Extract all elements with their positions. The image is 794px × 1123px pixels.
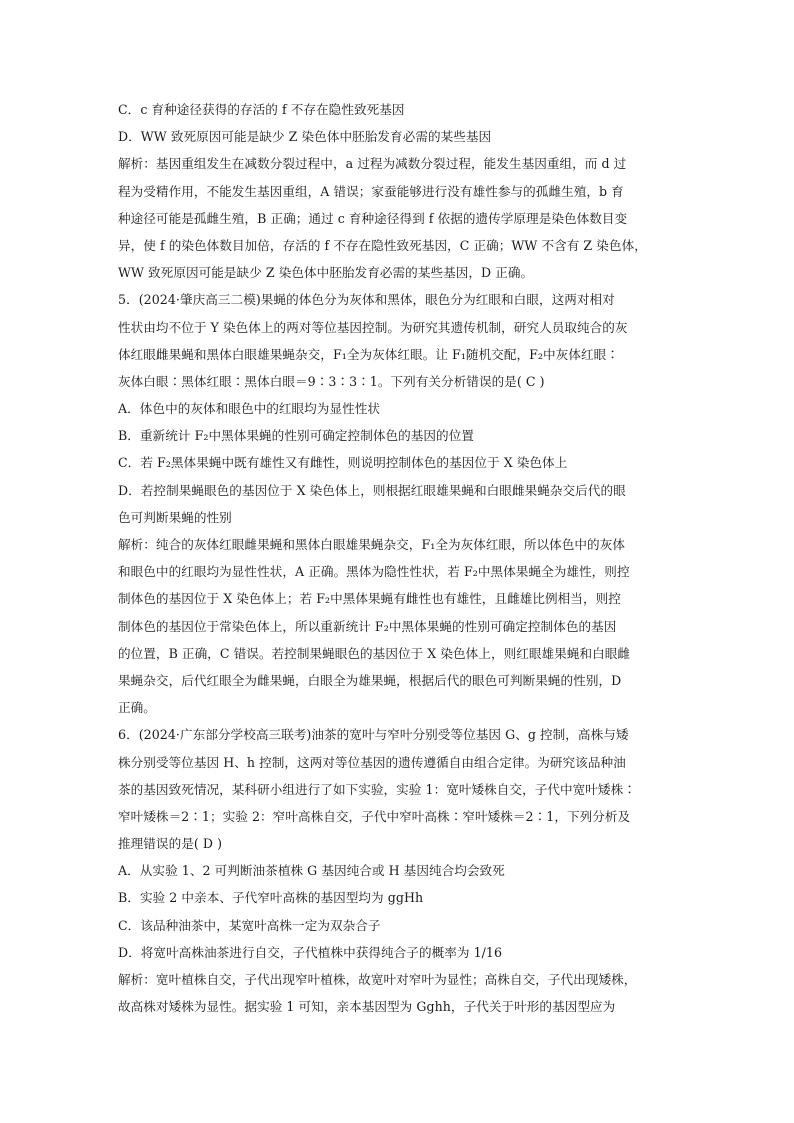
text-line: 推理错误的是( D ) xyxy=(118,836,223,852)
text-line: 正确。 xyxy=(118,700,156,716)
text-line: C．该品种油茶中，某宽叶高株一定为双杂合子 xyxy=(118,917,381,933)
text-line: 灰体白眼∶黑体红眼∶黑体白眼＝9∶3∶3∶1。下列有关分析错误的是( C ) xyxy=(118,373,545,389)
text-line: 5．(2024·肇庆高三二模)果蝇的体色分为灰体和黑体，眼色分为红眼和白眼，这两对相对 xyxy=(118,292,615,308)
text-line: 种途径可能是孤雌生殖，B 正确；通过 c 育种途径得到 f 依据的遗传学原理是染色体数目变 xyxy=(118,210,628,226)
text-line: 解析：基因重组发生在减数分裂过程中，a 过程为减数分裂过程，能发生基因重组，而 d 过 xyxy=(118,156,627,172)
text-line: 茶的基因致死情况，某科研小组进行了如下实验，实验 1：宽叶矮株自交，子代中宽叶矮株∶ xyxy=(118,781,636,797)
text-line: 体红眼雌果蝇和黑体白眼雄果蝇杂交，F₁全为灰体红眼。让 F₁随机交配，F₂中灰体红眼∶ xyxy=(118,346,619,362)
text-line: B．实验 2 中亲本、子代窄叶高株的基因型均为 ggHh xyxy=(118,890,424,906)
text-line: D．将宽叶高株油茶进行自交，子代植株中获得纯合子的概率为 1/16 xyxy=(118,944,503,960)
text-line: 窄叶矮株＝2∶1；实验 2：窄叶高株自交，子代中窄叶高株∶窄叶矮株＝2∶1，下列分析及 xyxy=(118,808,631,824)
text-line: 故高株对矮株为显性。据实验 1 可知，亲本基因型为 Gghh，子代关于叶形的基因型应为 xyxy=(118,999,616,1015)
text-line: 色可判断果蝇的性别 xyxy=(118,509,232,525)
text-line: 的位置，B 正确，C 错误。若控制果蝇眼色的基因位于 X 染色体上，则红眼雄果蝇和白眼雌 xyxy=(118,645,631,661)
text-line: 制体色的基因位于常染色体上，所以重新统计 F₂中黑体果蝇的性别可确定控制体色的基因 xyxy=(118,618,617,634)
text-line: A．体色中的灰体和眼色中的红眼均为显性性状 xyxy=(118,401,381,417)
text-line: 和眼色中的红眼均为显性性状，A 正确。黑体为隐性性状，若 F₂中黑体果蝇全为雄性，则控 xyxy=(118,564,630,580)
document-page xyxy=(118,96,678,1020)
text-line: WW 致死原因可能是缺少 Z 染色体中胚胎发育必需的某些基因，D 正确。 xyxy=(118,265,534,281)
text-line: C．c 育种途径获得的存活的 f 不存在隐性致死基因 xyxy=(118,102,405,117)
text-line: 解析：纯合的灰体红眼雌果蝇和黑体白眼雄果蝇杂交，F₁全为灰体红眼，所以体色中的灰体 xyxy=(118,537,625,552)
text-line: D．若控制果蝇眼色的基因位于 X 染色体上，则根据红眼雄果蝇和白眼雌果蝇杂交后代的眼 xyxy=(118,482,626,498)
text-line: 解析：宽叶植株自交，子代出现窄叶植株，故宽叶对窄叶为显性；高株自交，子代出现矮株， xyxy=(118,972,637,987)
text-line: D．WW 致死原因可能是缺少 Z 染色体中胚胎发育必需的某些基因 xyxy=(118,129,492,145)
text-line: B．重新统计 F₂中黑体果蝇的性别可确定控制体色的基因的位置 xyxy=(118,428,474,444)
text-line: 株分别受等位基因 H、h 控制，这两对等位基因的遗传遵循自由组合定律。为研究该品种油 xyxy=(118,754,626,770)
text-line: C．若 F₂黑体果蝇中既有雄性又有雌性，则说明控制体色的基因位于 X 染色体上 xyxy=(118,455,568,471)
text-line: 6．(2024·广东部分学校高三联考)油茶的宽叶与窄叶分别受等位基因 G、g 控制，高株与矮 xyxy=(118,727,629,743)
text-line: 性状由均不位于 Y 染色体上的两对等位基因控制。为研究其遗传机制，研究人员取纯合的灰 xyxy=(118,319,628,335)
text-line: 异，使 f 的染色体数目加倍，存活的 f 不存在隐性致死基因，C 正确；WW 不含有 Z 染色体， xyxy=(118,237,647,253)
text-line: 果蝇杂交，后代红眼全为雌果蝇，白眼全为雄果蝇，根据后代的眼色可判断果蝇的性别，D xyxy=(118,672,622,688)
text-line: A．从实验 1、2 可判断油茶植株 G 基因纯合或 H 基因纯合均会致死 xyxy=(118,863,505,879)
text-line: 制体色的基因位于 X 染色体上；若 F₂中黑体果蝇有雌性也有雄性，且雌雄比例相当，则控 xyxy=(118,591,621,607)
text-line: 程为受精作用，不能发生基因重组，A 错误；家蚕能够进行没有雄性参与的孤雌生殖，b 育 xyxy=(118,183,624,199)
